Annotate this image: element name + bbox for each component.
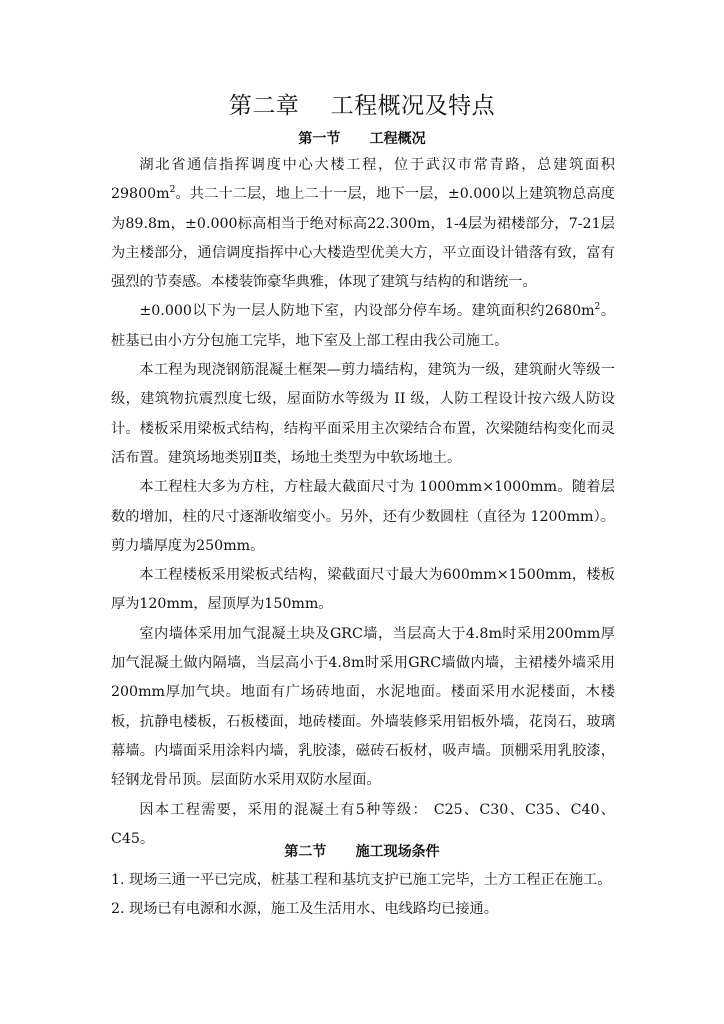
paragraph-3: 本工程为现浇钢筋混凝土框架—剪力墙结构，建筑为一级，建筑耐火等级一级，建筑物抗震烈度七级，屋面防水等级为 II 级，人防工程设计按六级人防设计。楼板采用梁板式结构，结构平面采用主次梁结合布置，次梁随结构变化而灵活布置。建筑场地类别Ⅱ类，场地土类型为中软场地土。 <box>111 362 615 466</box>
section-overview-body <box>111 151 615 854</box>
paragraph-4: 本工程柱大多为方柱，方柱最大截面尺寸为 1000mm×1000mm。随着层数的增加，柱的尺寸逐渐收缩变小。另外，还有少数圆柱（直径为 1200mm）。剪力墙厚度为250mm。 <box>111 479 615 554</box>
paragraph-2-text-a: ±0.000以下为一层人防地下室，内设部分停车场。建筑面积约2680m <box>139 303 595 320</box>
section-title-site-conditions: 第二节 施工现场条件 <box>284 844 440 860</box>
paragraph-7: 因本工程需要，采用的混凝土有5种等级： C25、C30、C35、C40、C45。 <box>111 801 615 847</box>
paragraph-1 <box>111 151 615 297</box>
paragraph-2 <box>111 297 615 356</box>
section-title-overview: 第一节 工程概况 <box>298 131 426 147</box>
paragraph-6: 室内墙体采用加气混凝土块及GRC墙，当层高大于4.8m时采用200mm厚加气混凝土做内隔墙，当层高小于4.8m时采用GRC墙做内墙，主裙楼外墙采用200mm厚加气块。地面有广场砖地面，水泥地面。楼面采用水泥楼面，木楼板，抗静电楼板，石板楼面，地砖楼面。外墙装修采用铝板外墙，花岗石，玻璃幕墙。内墙面采用涂料内墙，乳胶漆，磁砖石板材，吸声墙。顶棚采用乳胶漆，轻钢龙骨吊顶。层面防水采用双防水屋面。 <box>111 625 615 789</box>
chapter-title: 第二章 工程概况及特点 <box>228 93 496 119</box>
superscript-squared: 2 <box>169 185 176 196</box>
paragraph-5: 本工程楼板采用梁板式结构，梁截面尺寸最大为600mm×1500mm，楼板厚为120mm，屋顶厚为150mm。 <box>111 567 615 613</box>
site-conditions-list <box>111 866 631 924</box>
list-item: 1. 现场三通一平已完成，桩基工程和基坑支护已施工完毕，土方工程正在施工。 <box>111 872 612 888</box>
list-item: 2. 现场已有电源和水源，施工及生活用水、电线路均已接通。 <box>111 901 498 917</box>
paragraph-1-text-b: 。共二十二层，地上二十一层，地下一层，±0.000以上建筑物总高度为89.8m，±0.000标高相当于绝对标高22.300m，1-4层为裙楼部分，7-21层为主楼部分，通信调度指挥中心大楼造型优美大方，平立面设计错落有致，富有强烈的节奏感。本楼装饰豪华典雅，体现了建筑与结构的和谐统一。 <box>111 186 615 291</box>
paragraph-2-text-b: 。桩基已由小方分包施工完毕，地下室及上部工程由我公司施工。 <box>111 303 615 349</box>
superscript-squared: 2 <box>594 302 601 313</box>
paragraph-1-text-a: 湖北省通信指挥调度中心大楼工程，位于武汉市常青路，总建筑面积29800m <box>111 157 615 203</box>
